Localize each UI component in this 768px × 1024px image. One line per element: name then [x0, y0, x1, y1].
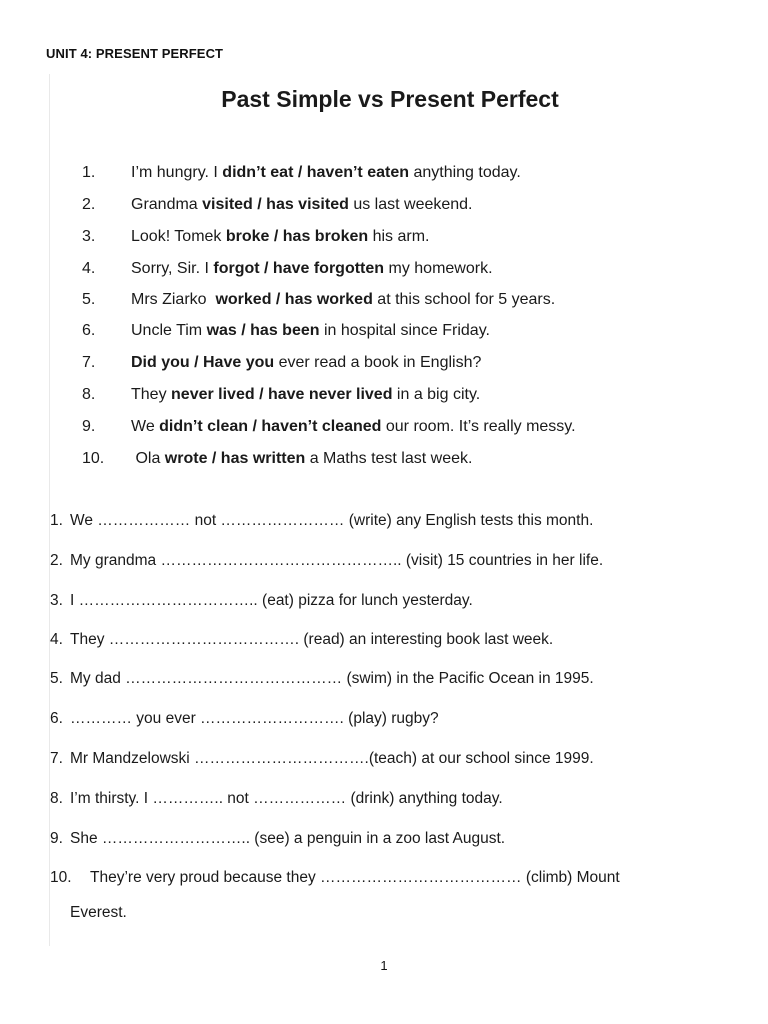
sentence-start: They — [131, 386, 172, 403]
choice-options: broke / has broken — [225, 228, 369, 245]
item-number: 8. — [82, 386, 96, 403]
item-sentence — [131, 224, 429, 250]
gap-fill-sentence: We ……………… not …………………… (write) any English tests this month. — [70, 512, 594, 529]
sentence-start: Grandma — [131, 196, 203, 213]
item-number: 2. — [50, 552, 63, 569]
gap-fill-sentence: Mr Mandzelowski …………………………….(teach) at our school since 1999. — [70, 750, 594, 767]
sentence-end: a Maths test last week. — [305, 450, 473, 467]
unit-heading: UNIT 4: PRESENT PERFECT — [46, 46, 224, 61]
sentence-end: us last weekend. — [348, 196, 473, 213]
item-sentence — [131, 192, 473, 218]
sentence-start: We — [131, 418, 160, 435]
sentence-start: Uncle Tim — [131, 322, 207, 339]
item-sentence — [131, 446, 472, 472]
item-number: 3. — [82, 228, 96, 245]
choice-options: never lived / have never lived — [171, 386, 393, 403]
gap-fill-sentence: My grandma ……………………………………….. (visit) 15 countries in her life. — [70, 552, 604, 569]
choice-options: Did you / Have you — [131, 354, 275, 371]
item-sentence — [131, 287, 555, 313]
item-number: 4. — [50, 631, 63, 648]
choice-options: wrote / has written — [164, 450, 306, 467]
gap-fill-sentence: My dad …………………………………… (swim) in the Pacific Ocean in 1995. — [70, 670, 594, 687]
item-number: 5. — [82, 291, 96, 308]
sentence-end: ever read a book in English? — [274, 354, 482, 371]
sentence-start: I’m hungry. I — [131, 164, 223, 181]
sentence-end: our room. It’s really messy. — [381, 418, 576, 435]
item-number: 7. — [82, 354, 96, 371]
item-number: 9. — [82, 418, 96, 435]
sentence-end: anything today. — [409, 164, 521, 181]
item-number: 7. — [50, 750, 63, 767]
item-number: 6. — [82, 322, 96, 339]
item-sentence — [131, 318, 490, 344]
item-sentence — [131, 382, 480, 408]
gap-fill-sentence: They’re very proud because they ………………………………… (climb) Mount — [90, 869, 620, 886]
item-number: 2. — [82, 196, 96, 213]
choice-options: visited / has visited — [202, 196, 349, 213]
gap-fill-sentence: I …………………………….. (eat) pizza for lunch yesterday. — [70, 592, 473, 609]
choice-options: was / has been — [206, 322, 320, 339]
item-number: 4. — [82, 260, 96, 277]
item-number: 1. — [50, 512, 63, 529]
item-number: 8. — [50, 790, 63, 807]
gap-fill-sentence: She ……………………….. (see) a penguin in a zoo last August. — [70, 830, 506, 847]
item-sentence — [131, 414, 576, 440]
item-sentence — [131, 350, 481, 376]
worksheet-title: Past Simple vs Present Perfect — [221, 86, 559, 112]
sentence-start: Sorry, Sir. I — [131, 260, 214, 277]
gap-fill-sentence: They ………………………………. (read) an interesting book last week. — [70, 631, 554, 648]
item-number: 6. — [50, 710, 63, 727]
item-number: 5. — [50, 670, 63, 687]
item-number: 3. — [50, 592, 63, 609]
choice-options: forgot / have forgotten — [213, 260, 385, 277]
sentence-start: Mrs Ziarko — [131, 291, 216, 308]
page-number: 1 — [380, 958, 388, 973]
sentence-end: in a big city. — [392, 386, 481, 403]
item-number: 10. — [50, 869, 72, 886]
item-number: 10. — [82, 450, 105, 467]
sentence-continuation: Everest. — [70, 904, 127, 921]
item-sentence — [131, 160, 521, 186]
sentence-end: in hospital since Friday. — [319, 322, 490, 339]
sentence-start: Look! Tomek — [131, 228, 226, 245]
sentence-end: my homework. — [384, 260, 493, 277]
item-number: 1. — [82, 164, 96, 181]
gap-fill-sentence: I’m thirsty. I ………….. not ……………… (drink) anything today. — [70, 790, 503, 807]
choice-options: worked / has worked — [215, 291, 373, 308]
choice-options: didn’t eat / haven’t eaten — [222, 164, 409, 181]
item-sentence — [131, 256, 493, 282]
choice-options: didn’t clean / haven’t cleaned — [159, 418, 382, 435]
sentence-end: his arm. — [368, 228, 430, 245]
sentence-end: at this school for 5 years. — [372, 291, 556, 308]
sentence-start: Ola — [131, 450, 165, 467]
item-number: 9. — [50, 830, 63, 847]
gap-fill-sentence: ………… you ever ………………………. (play) rugby? — [70, 710, 439, 727]
